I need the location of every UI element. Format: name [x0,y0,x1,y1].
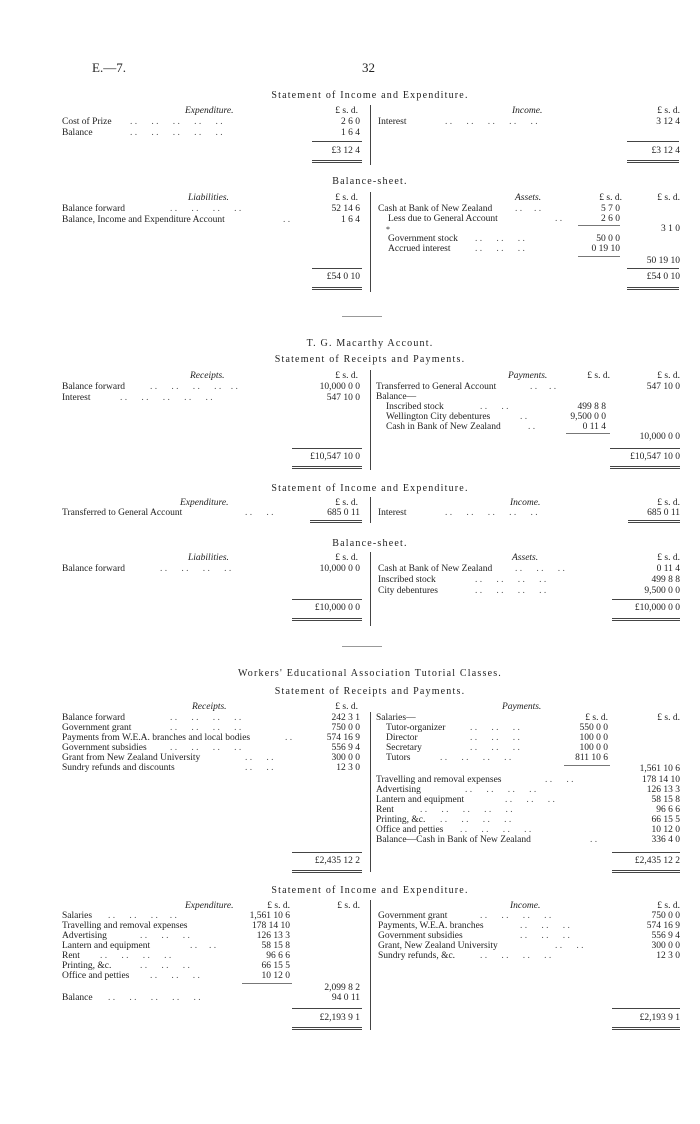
s7-exp-label: Travelling and removal expenses [62,921,188,931]
leader-dots: . . [285,733,293,743]
s5-total-left: £10,000 0 0 [314,603,360,613]
s6-pay-amount: 96 6 6 [656,805,680,815]
s3-pay-label: Inscribed stock [386,402,444,412]
s3-pay-label: Cash in Bank of New Zealand [386,422,501,432]
s5-asset-label: City debentures [378,586,438,596]
leader-dots: . . . . . . [140,961,190,971]
s1-currency-header-right: £ s. d. [657,106,680,116]
s3-rec-label: Balance forward [62,382,126,392]
s6-rec-label: Government grant [62,723,132,733]
page-number: 32 [362,60,375,75]
leader-dots: . . . . . . [470,723,520,733]
s6-currency-header-right: £ s. d. [657,713,680,723]
s2-title: Balance-sheet. [332,176,408,187]
s3-receipts-heading: Receipts. [190,371,225,381]
leader-dots: . . . . . . . . . . [150,382,238,392]
s2-asset-amount: 0 19 10 [591,244,620,254]
column-divider [370,370,371,470]
leader-dots: . . . . . . . . [170,204,242,214]
s7-inc-label: Grant, New Zealand University [378,941,498,951]
double-rule [612,870,680,873]
s5-currency-header-right: £ s. d. [657,553,680,563]
leader-dots: . . . . . . . . [480,951,552,961]
rule [292,599,362,600]
s2-total-right: £54 0 10 [646,272,680,282]
leader-dots: . . [555,214,563,224]
s1-income-heading: Income. [512,106,543,116]
leader-dots: . . . . . . . . . . [108,993,201,1003]
s3-currency-header-right: £ s. d. [657,371,680,381]
s7-inc-amount: 750 0 0 [651,911,680,921]
s6-salary-label: Secretary [386,743,422,753]
s6-pay-amount: 58 15 8 [651,795,680,805]
s2-asset-label: Less due to General Account [388,214,498,224]
s2-liab-label: Balance, Income and Expenditure Account [62,215,225,225]
s6-pay-label: Travelling and removal expenses [376,775,502,785]
leader-dots: . . . . [245,753,274,763]
s5-title: Balance-sheet. [332,538,408,549]
s7-inc-label: Sundry refunds, &c. [378,951,456,961]
double-rule [310,520,362,523]
s1-exp-label: Balance [62,128,93,138]
s7-inc-label: Government grant [378,911,448,921]
s5-liab-label: Balance forward [62,564,126,574]
s6-rec-label: Payments from W.E.A. branches and local bodies [62,733,251,743]
s7-currency-header-right: £ s. d. [657,901,680,911]
leader-dots: . . . . [245,763,274,773]
s7-exp-amount: 126 13 3 [256,931,290,941]
s7-exp-amount: 1,561 10 6 [249,911,290,921]
s7-exp-label: Lantern and equipment [62,941,151,951]
s6-salary-label: Tutor-organizer [386,723,446,733]
leader-dots: . . . . [190,941,217,951]
leader-dots: . . . . . . . . . . [130,128,223,138]
s7-expenditure-heading: Expenditure. [185,901,234,911]
s3-pay-amount: 499 8 8 [577,402,606,412]
rule [564,765,610,766]
s6-title: Statement of Receipts and Payments. [274,686,466,697]
s1-exp-amount: 2 6 0 [341,117,360,127]
s6-rec-amount: 12 3 0 [336,763,360,773]
s3-pay-label: Wellington City debentures [386,412,491,422]
rule [612,599,680,600]
s7-exp-label: Printing, &c. [62,961,112,971]
s7-exp-label: Salaries [62,911,93,921]
s5-asset-label: Inscribed stock [378,575,436,585]
s6-payments-heading: Payments. [502,702,542,712]
double-rule [312,287,362,290]
leader-dots: . . . . . . . . [475,586,547,596]
s6-pay-label: Rent [376,805,394,815]
s4-expenditure-heading: Expenditure. [180,498,229,508]
s1-inc-label: Interest [378,117,407,127]
s2-liab-amount: 52 14 6 [331,204,360,214]
double-rule [627,160,679,163]
s4-currency-header-left: £ s. d. [335,498,358,508]
s5-liab-amount: 10,000 0 0 [319,564,360,574]
s3-balance-total: 10,000 0 0 [639,432,680,442]
s7-income-heading: Income. [510,901,541,911]
s3-pay-amount: 0 11 4 [582,422,606,432]
s7-inc-amount: 12 3 0 [656,951,680,961]
s1-exp-label: Cost of Prize [62,117,112,127]
s5-currency-header-left: £ s. d. [335,553,358,563]
s2-currency-header-left: £ s. d. [335,193,358,203]
s7-exp-subtotal: 2,099 8 2 [324,983,360,993]
s5-asset-amount: 499 8 8 [651,575,680,585]
leader-dots: . . . . [555,941,584,951]
s2-subtotal-cash: 3 1 0 [661,224,680,234]
section-separator [342,316,382,317]
s7-exp-label: Rent [62,951,80,961]
s4-currency-header-right: £ s. d. [657,498,680,508]
s5-asset-amount: 9,500 0 0 [644,586,680,596]
s7-inc-label: Government subsidies [378,931,463,941]
s3-total-right: £10,547 10 0 [630,452,680,462]
s3-pay-amount: 547 10 0 [646,382,680,392]
s3-heading: T. G. Macarthy Account. [306,338,434,349]
double-rule [612,1027,680,1030]
double-rule [292,618,362,621]
s6-pay-label: Office and petties [376,825,444,835]
s5-total-right: £10,000 0 0 [634,603,680,613]
s7-currency-header-mid: £ s. d. [337,901,360,911]
s7-exp-amount: 66 15 5 [261,961,290,971]
leader-dots: . . . . . . [475,234,525,244]
leader-dots: . . . . [515,204,542,214]
s6-rec-amount: 556 9 4 [331,743,360,753]
s6-salary-label: Tutors [386,753,411,763]
s6-rec-amount: 750 0 0 [331,723,360,733]
s5-asset-amount: 0 11 4 [656,564,680,574]
s6-salary-amount: 550 0 0 [579,723,608,733]
s7-exp-amount: 96 6 6 [266,951,290,961]
double-rule [312,160,362,163]
s6-salary-amount: 100 0 0 [579,733,608,743]
section-separator [342,646,382,647]
s3-payments-heading: Payments. [508,371,548,381]
rule [610,448,680,449]
s7-exp-amount: 58 15 8 [261,941,290,951]
s7-inc-amount: 574 16 9 [646,921,680,931]
s5-assets-heading: Assets. [512,553,539,563]
s3-title: Statement of Receipts and Payments. [274,354,466,365]
s6-receipts-heading: Receipts. [192,702,227,712]
s2-assets-heading: Assets. [515,193,542,203]
column-divider [370,192,371,292]
s6-pay-label: Printing, &c. [376,815,426,825]
s7-balance-amount: 94 0 11 [331,993,360,1003]
rule [242,983,292,984]
s2-mark: * [386,225,390,234]
rule [627,141,679,142]
rule [612,1008,680,1009]
s6-salaries-total: 1,561 10 6 [639,764,680,774]
s3-currency-header-left: £ s. d. [335,371,358,381]
s6-salaries-heading: Salaries— [376,713,416,723]
leader-dots: . . . . [545,775,574,785]
s6-total-left: £2,435 12 2 [314,856,360,866]
leader-dots: . . . . . . [505,795,555,805]
s2-liab-label: Balance forward [62,204,126,214]
s7-inc-label: Payments, W.E.A. branches [378,921,484,931]
s6-rec-label: Sundry refunds and discounts [62,763,175,773]
s6-rec-amount: 300 0 0 [331,753,360,763]
s3-pay-amount: 9,500 0 0 [570,412,606,422]
leader-dots: . . . . . . . . [170,723,242,733]
rule [612,852,680,853]
double-rule [627,287,679,290]
s2-currency-header-mid: £ s. d. [599,193,622,203]
double-rule [292,1027,362,1030]
page-reference: E.—7. [92,60,126,75]
leader-dots: . . . . . . [520,921,570,931]
s3-total-left: £10,547 10 0 [310,452,360,462]
s5-asset-label: Cash at Bank of New Zealand [378,564,493,574]
s2-liab-amount: 1 6 4 [341,215,360,225]
leader-dots: . . . . [530,382,557,392]
s6-pay-amount: 336 4 0 [651,835,680,845]
s2-subtotal-stock: 50 19 10 [646,256,680,266]
double-rule [292,466,362,469]
s3-rec-amount: 10,000 0 0 [319,382,360,392]
s3-pay-label: Transferred to General Account [376,382,497,392]
s1-total-left: £3 12 4 [331,146,360,156]
leader-dots: . . . . . . . . [170,743,242,753]
s6-pay-amount: 66 15 5 [651,815,680,825]
leader-dots: . . . . . . [515,564,565,574]
leader-dots: . . . . . . . . [480,911,552,921]
s7-exp-amount: 178 14 10 [252,921,290,931]
s1-title: Statement of Income and Expenditure. [271,90,469,101]
s1-inc-amount: 3 12 4 [656,117,680,127]
s5-liabilities-heading: Liabilities. [188,553,229,563]
rule [312,141,362,142]
s7-balance-label: Balance [62,993,93,1003]
leader-dots: . . . . . . . . [108,911,177,921]
leader-dots: . . [283,215,291,225]
s2-asset-label: Government stock [388,234,458,244]
s2-currency-header-right: £ s. d. [657,193,680,203]
s7-inc-amount: 300 0 0 [651,941,680,951]
leader-dots: . . . . . . . . [440,815,512,825]
s2-asset-label: Cash at Bank of New Zealand [378,204,493,214]
s6-total-right: £2,435 12 2 [634,856,680,866]
leader-dots: . . . . . . . . [440,753,512,763]
s7-currency-header-left: £ s. d. [267,901,290,911]
rule [627,268,679,269]
s7-inc-amount: 556 9 4 [651,931,680,941]
s4-exp-amount: 685 0 11 [327,508,360,518]
rule [566,433,610,434]
s7-total-left: £2,193 9 1 [319,1013,360,1023]
s6-currency-header-mid: £ s. d. [585,713,608,723]
s6-salary-amount: 100 0 0 [579,743,608,753]
s7-total-right: £2,193 9 1 [639,1013,680,1023]
leader-dots: . . . . . . . . [465,785,537,795]
s2-asset-amount: 2 6 0 [601,214,620,224]
s1-expenditure-heading: Expenditure. [185,106,234,116]
s4-income-heading: Income. [510,498,541,508]
leader-dots: . . . . . . . . . . [130,117,223,127]
s3-rec-amount: 547 10 0 [326,393,360,403]
s6-pay-amount: 178 14 10 [642,775,680,785]
double-rule [628,520,680,523]
s2-total-left: £54 0 10 [326,272,360,282]
leader-dots: . . . . . . [475,244,525,254]
double-rule [292,870,362,873]
leader-dots: . . . . . . . . [160,564,232,574]
s6-heading: Workers' Educational Association Tutorial Classes. [237,668,503,679]
s6-pay-label: Advertising [376,785,421,795]
s3-pay-label: Balance— [376,392,417,402]
s7-exp-label: Advertising [62,931,107,941]
leader-dots: . . . . . . [470,743,520,753]
s7-title: Statement of Income and Expenditure. [271,885,469,896]
s1-exp-amount: 1 6 4 [341,128,360,138]
leader-dots: . . . . [245,508,274,518]
s6-salary-amount: 811 10 6 [575,753,608,763]
s4-exp-label: Transferred to General Account [62,508,183,518]
s1-total-right: £3 12 4 [651,146,680,156]
s7-exp-amount: 10 12 0 [261,971,290,981]
leader-dots: . . . . . . . . [475,575,547,585]
rule [292,1008,362,1009]
leader-dots: . . [528,422,536,432]
s6-rec-amount: 242 3 1 [331,713,360,723]
leader-dots: . . . . . . [140,931,190,941]
double-rule [610,466,680,469]
s2-liabilities-heading: Liabilities. [188,193,229,203]
leader-dots: . . . . [480,402,509,412]
leader-dots: . . . . . . . . . . [120,393,213,403]
s6-rec-label: Balance forward [62,713,126,723]
leader-dots: . . [520,412,528,422]
s6-pay-amount: 126 13 3 [646,785,680,795]
rule [312,268,362,269]
s6-pay-label: Lantern and equipment [376,795,465,805]
s6-pay-amount: 10 12 0 [651,825,680,835]
s7-exp-label: Office and petties [62,971,130,981]
s2-asset-amount: 50 0 0 [596,234,620,244]
leader-dots: . . . . . . . . . . [445,117,538,127]
s6-pay-label: Balance—Cash in Bank of New Zealand [376,835,531,845]
s6-rec-label: Government subsidies [62,743,147,753]
rule [578,256,620,257]
leader-dots: . . . . . . . . . . [420,805,513,815]
s6-rec-label: Grant from New Zealand University [62,753,201,763]
leader-dots: . . . . . . [520,931,570,941]
s4-title: Statement of Income and Expenditure. [271,483,469,494]
s2-asset-amount: 5 7 0 [601,204,620,214]
leader-dots: . . . . . . . . [460,825,532,835]
double-rule [612,618,680,621]
s2-asset-label: Accrued interest [388,244,451,254]
leader-dots: . . . . . . . . . . [445,508,538,518]
rule [292,448,362,449]
rule [578,225,620,226]
column-divider [370,497,371,523]
column-divider [370,552,371,626]
column-divider [370,900,371,1030]
s6-currency-header-left: £ s. d. [335,702,358,712]
s3-rec-label: Interest [62,393,91,403]
column-divider [370,105,371,165]
s6-rec-amount: 574 16 9 [326,733,360,743]
column-divider [370,712,371,872]
s4-inc-amount: 685 0 11 [647,508,680,518]
leader-dots: . . . . . . . . [170,713,242,723]
leader-dots: . . . . . . . . [100,951,172,961]
leader-dots: . . [590,835,598,845]
leader-dots: . . . . . . [470,733,520,743]
s4-inc-label: Interest [378,508,407,518]
s1-currency-header-left: £ s. d. [335,106,358,116]
leader-dots: . . . . . . [150,971,200,981]
s3-currency-header-mid: £ s. d. [587,371,610,381]
rule [292,852,362,853]
s6-salary-label: Director [386,733,418,743]
